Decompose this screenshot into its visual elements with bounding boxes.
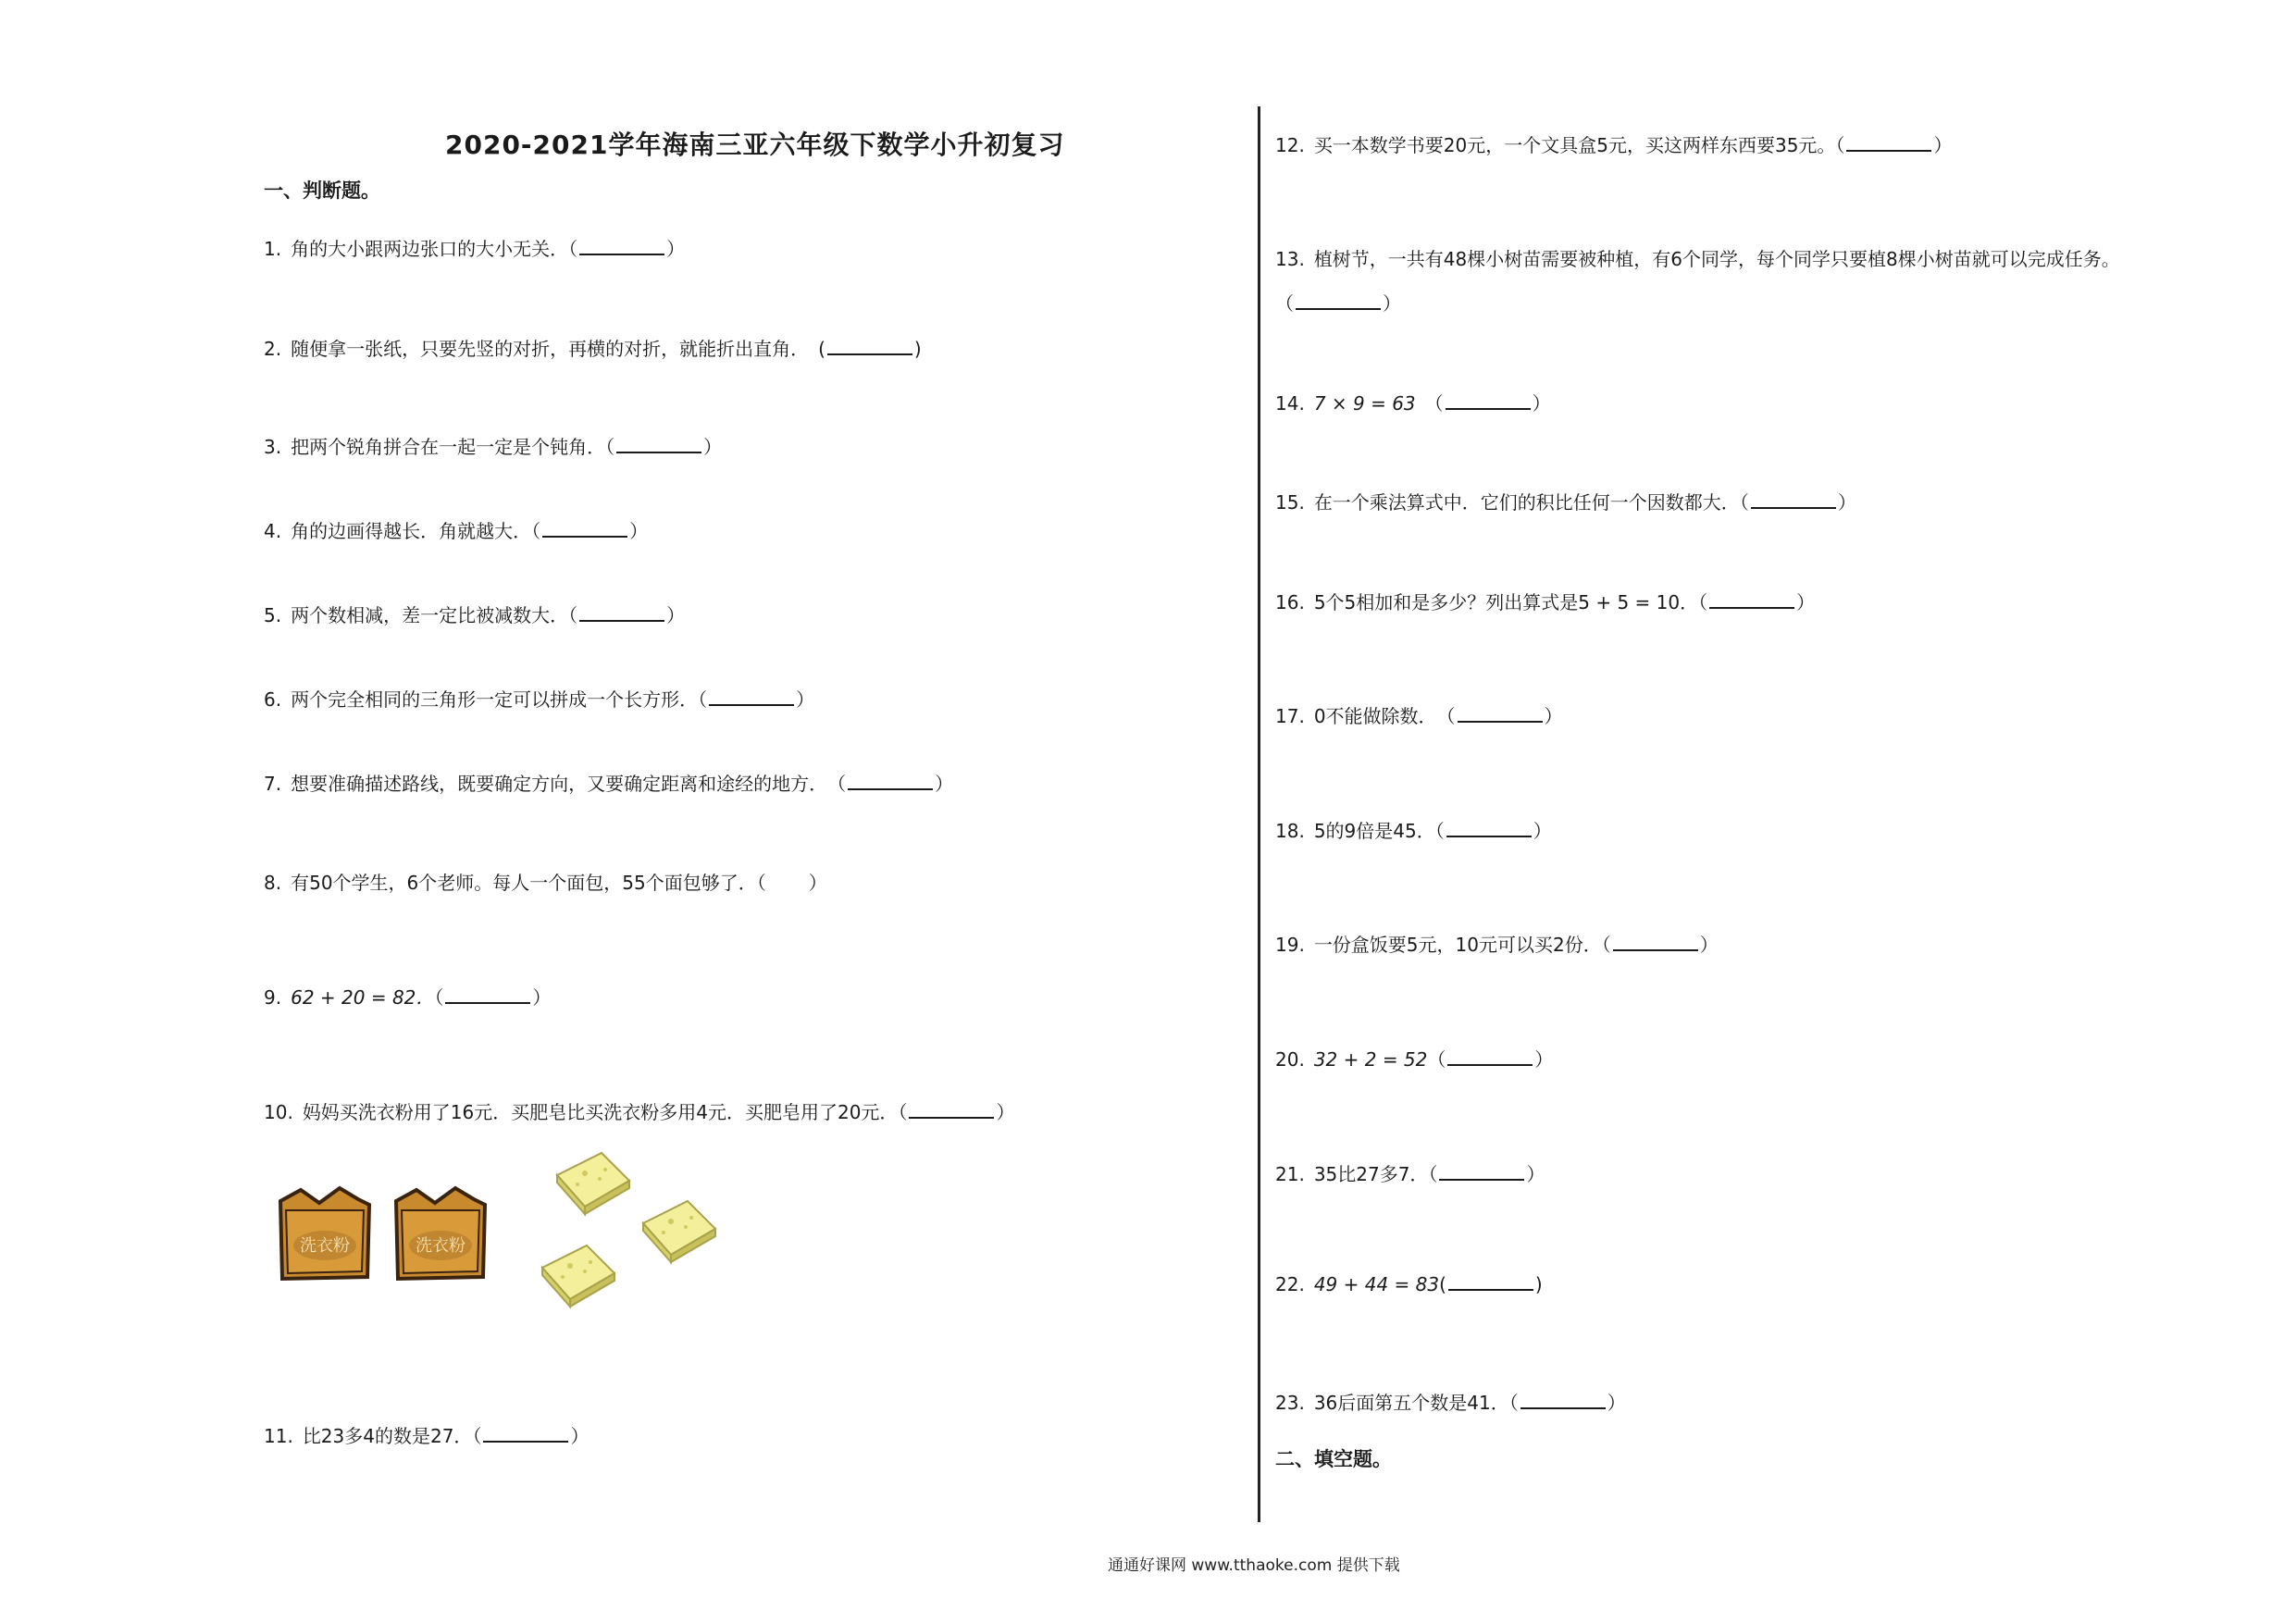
question-2: 2. 随便拿一张纸，只要先竖的对折，再横的对折，就能折出直角． ( ) — [264, 338, 922, 360]
question-3: 3. 把两个锐角拼合在一起一定是个钝角．（ ） — [264, 436, 723, 458]
answer-blank[interactable] — [827, 341, 912, 355]
question-17: 17. 0不能做除数． （ ） — [1275, 705, 1563, 727]
answer-blank[interactable] — [1446, 823, 1532, 837]
answer-blank[interactable] — [1613, 936, 1698, 951]
question-4: 4. 角的边画得越长．角就越大．（ ） — [264, 520, 649, 542]
question-9: 9. 62 + 20 = 82．（ ） — [264, 986, 552, 1009]
page-footer: 通通好课网 www.tthaoke.com 提供下载 — [1108, 1556, 1400, 1575]
question-5: 5. 两个数相减，差一定比被减数大．（ ） — [264, 604, 686, 626]
answer-blank[interactable] — [445, 989, 530, 1004]
question-19: 19. 一份盒饭要5元，10元可以买2份．（ ） — [1275, 934, 1719, 956]
question-20: 20. 32 + 2 = 52（ ） — [1275, 1048, 1554, 1071]
question-21: 21. 35比27多7．（ ） — [1275, 1163, 1545, 1185]
question-7: 7. 想要准确描述路线，既要确定方向，又要确定距离和途经的地方． （ ） — [264, 773, 954, 795]
answer-blank[interactable] — [579, 241, 664, 255]
question-22: 22. 49 + 44 = 83( ) — [1275, 1273, 1543, 1295]
question-6: 6. 两个完全相同的三角形一定可以拼成一个长方形．（ ） — [264, 688, 815, 711]
answer-blank[interactable] — [1448, 1276, 1533, 1291]
answer-blank[interactable] — [1439, 1166, 1524, 1181]
answer-blank[interactable] — [1458, 708, 1543, 723]
laundry-powder-bag-icon — [389, 1184, 492, 1286]
answer-blank[interactable] — [579, 607, 664, 622]
answer-blank[interactable] — [909, 1104, 994, 1119]
answer-blank[interactable] — [1751, 494, 1836, 509]
soap-bar-icon — [634, 1196, 723, 1270]
answer-blank[interactable] — [1520, 1394, 1606, 1409]
answer-blank[interactable] — [542, 523, 627, 538]
answer-blank[interactable] — [848, 775, 933, 790]
bag-label: 洗衣粉 — [300, 1236, 350, 1256]
question-15: 15. 在一个乘法算式中．它们的积比任何一个因数都大．（ ） — [1275, 491, 1856, 514]
question-13-answer: （ ） — [1275, 292, 1401, 315]
answer-blank[interactable] — [1446, 395, 1531, 410]
answer-blank[interactable] — [1447, 1051, 1533, 1066]
question-16: 16. 5个5相加和是多少？列出算式是5 + 5 = 10．（ ） — [1275, 591, 1816, 613]
bag-label: 洗衣粉 — [416, 1236, 465, 1256]
question-13: 13. 植树节，一共有48棵小树苗需要被种植，有6个同学，每个同学只要植8棵小树苗就可以完成任务。 — [1275, 248, 2120, 270]
soap-bar-icon — [548, 1147, 637, 1221]
column-divider — [1258, 106, 1260, 1522]
question-1: 1. 角的大小跟两边张口的大小无关．（ ） — [264, 238, 686, 260]
question-12: 12. 买一本数学书要20元，一个文具盒5元，买这两样东西要35元。（ ） — [1275, 134, 1953, 156]
answer-blank[interactable] — [616, 439, 701, 453]
section-heading-fill-in: 二、填空题。 — [1275, 1448, 1392, 1470]
answer-blank[interactable] — [1709, 594, 1794, 609]
answer-blank[interactable] — [709, 691, 794, 706]
question-18: 18. 5的9倍是45．（ ） — [1275, 820, 1552, 842]
question-23: 23. 36后面第五个数是41．（ ） — [1275, 1392, 1626, 1414]
answer-blank[interactable] — [768, 876, 807, 889]
question-11: 11. 比23多4的数是27．（ ） — [264, 1425, 590, 1447]
question-14: 14. 7 × 9 = 63 （ ） — [1275, 392, 1551, 415]
page-title: 2020-2021学年海南三亚六年级下数学小升初复习 — [445, 130, 1065, 160]
question-8: 8. 有50个学生，6个老师。每人一个面包，55个面包够了．（ ） — [264, 872, 827, 894]
soap-bar-icon — [533, 1240, 622, 1314]
question-10: 10. 妈妈买洗衣粉用了16元．买肥皂比买洗衣粉多用4元．买肥皂用了20元．（ ） — [264, 1101, 1015, 1123]
answer-blank[interactable] — [483, 1428, 568, 1443]
answer-blank[interactable] — [1846, 137, 1931, 152]
answer-blank[interactable] — [1296, 295, 1381, 310]
laundry-powder-bag-icon — [273, 1184, 377, 1286]
section-heading-judgement: 一、判断题。 — [264, 180, 380, 202]
